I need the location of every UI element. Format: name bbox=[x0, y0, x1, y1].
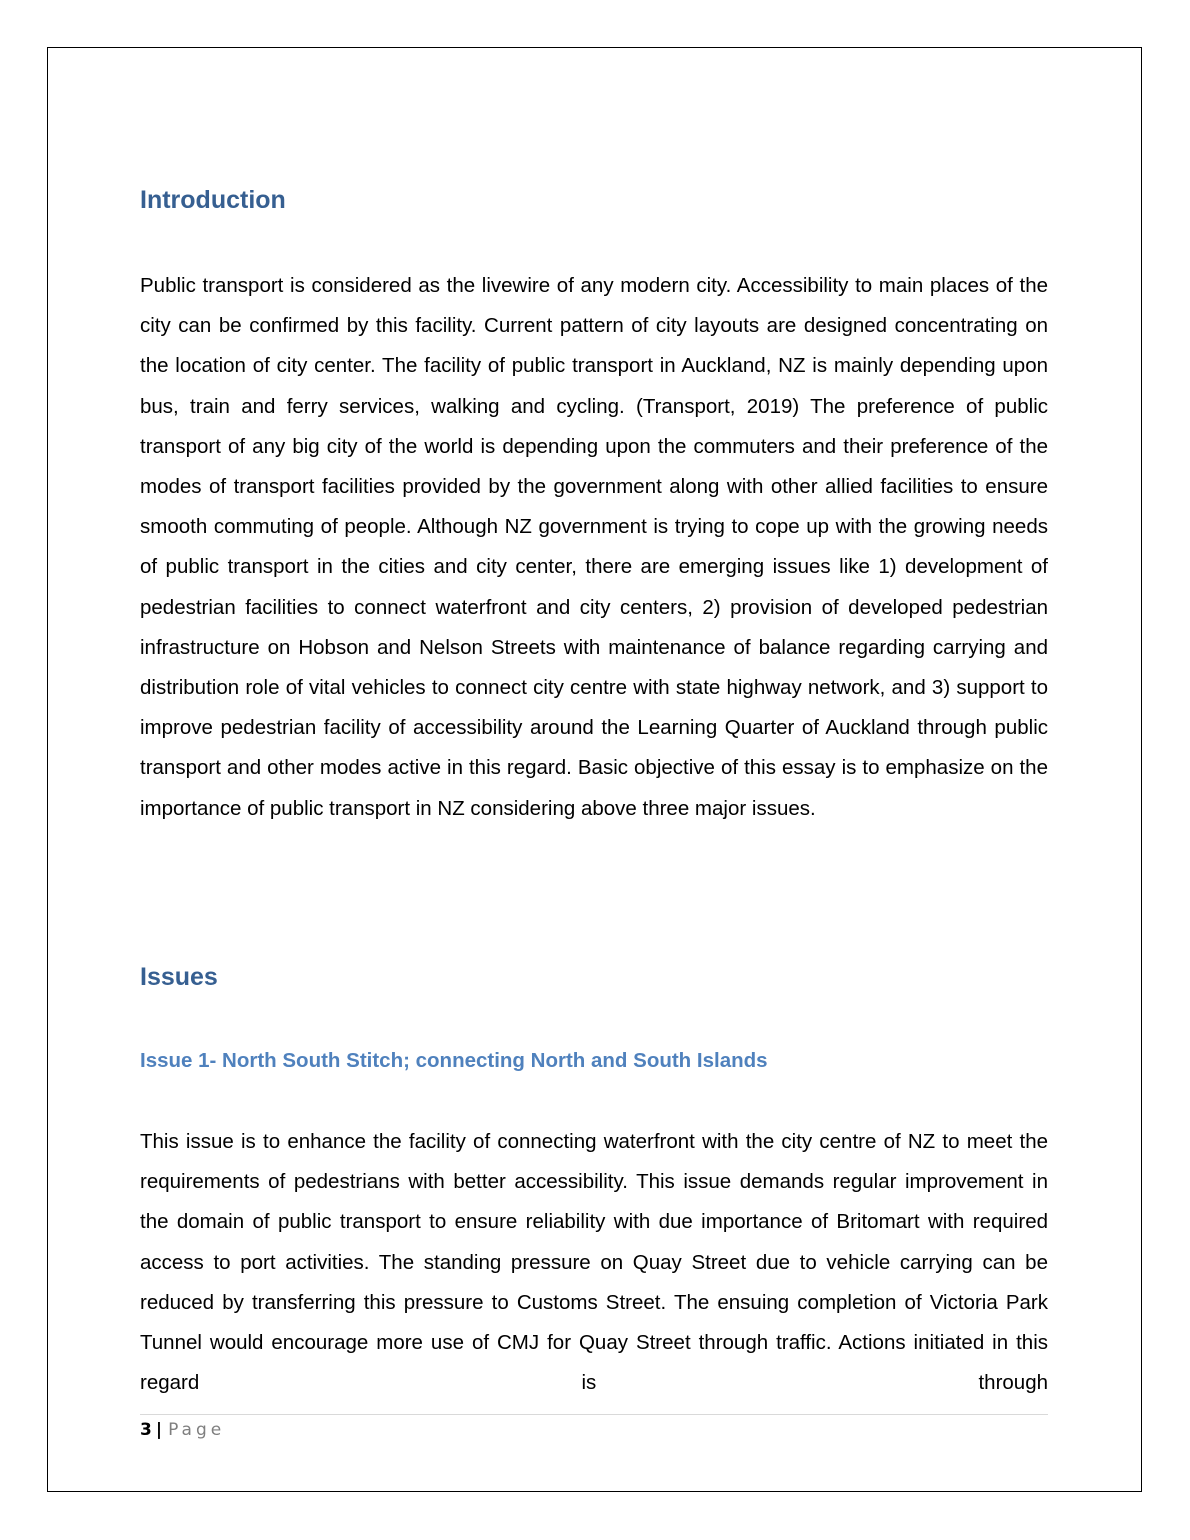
page-number: 3 bbox=[140, 1420, 152, 1440]
footer-divider bbox=[140, 1414, 1048, 1415]
issue-1-paragraph: This issue is to enhance the facility of connecting waterfront with the city centre of NZ to meet the requirements of pedestrians with better accessibility. This issue demands regular improvement in the domain of public transport to ensure reliability with due importance of Britomart with required access to port activities. The standing pressure on Quay Street due to vehicle carrying can be reduced by transferring this pressure to Customs Street. The ensuing completion of Victoria Park Tunnel would encourage more use of CMJ for Quay Street through traffic. Actions initiated in this regard is through bbox=[140, 1130, 1048, 1395]
heading-introduction: Introduction bbox=[140, 186, 286, 214]
heading-issues: Issues bbox=[140, 963, 218, 991]
footer-separator: | bbox=[155, 1420, 163, 1440]
subheading-issue-1: Issue 1- North South Stitch; connecting North and South Islands bbox=[140, 1049, 768, 1072]
introduction-paragraph: Public transport is considered as the livewire of any modern city. Accessibility to main places of the city can be confirmed by this facility. Current pattern of city layouts are designed concentrating on the location of city center. The facility of public transport in Auckland, NZ is mainly depending upon bus, train and ferry services, walking and cycling. (Transport, 2019) The preference of public transport of any big city of the world is depending upon the commuters and their preference of the modes of transport facilities provided by the government along with other allied facilities to ensure smooth commuting of people. Although NZ government is trying to cope up with the growing needs of public transport in the cities and city center, there are emerging issues like 1) development of pedestrian facilities to connect waterfront and city centers, 2) provision of developed pedestrian infrastructure on Hobson and Nelson Streets with maintenance of balance regarding carrying and distribution role of vital vehicles to connect city centre with state highway network, and 3) support to improve pedestrian facility of accessibility around the Learning Quarter of Auckland through public transport and other modes active in this regard. Basic objective of this essay is to emphasize on the importance of public transport in NZ considering above three major issues. bbox=[140, 274, 1048, 820]
page-footer bbox=[140, 1420, 225, 1440]
page-label: Page bbox=[168, 1420, 226, 1440]
